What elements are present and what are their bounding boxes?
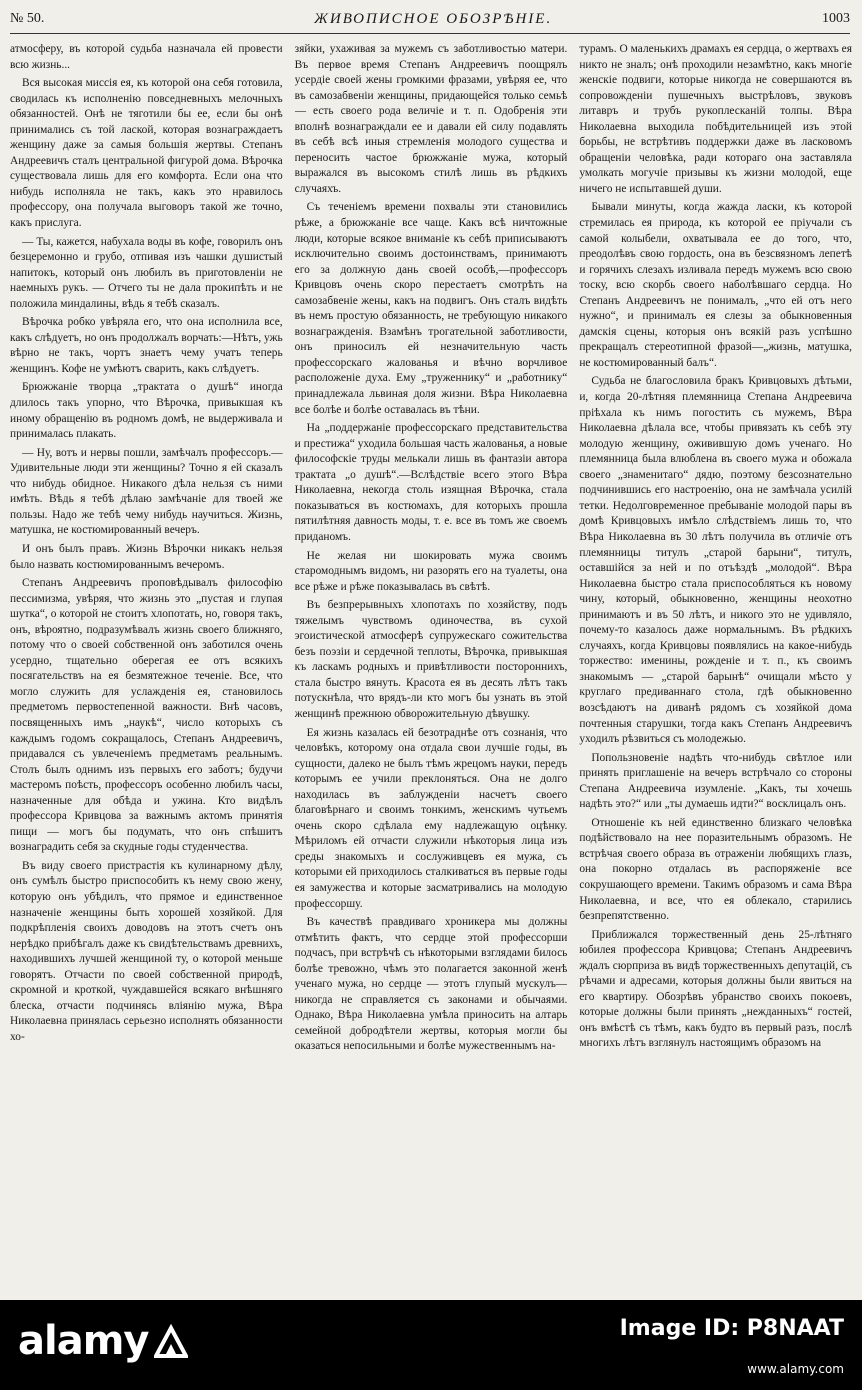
paragraph: Въ качествѣ правдиваго хроникера мы должны отмѣтить фактъ, что сердце этой профессорши подчасъ, при встрѣчѣ съ нѣкоторыми взглядами билось болѣе тревожно, чѣмъ это полагается законной женѣ ученаго мужа, но сердце — этотъ глупый мускулъ—никогда не справляется съ законами и обычаями. Однако, Вѣра Николаевна умѣла приносить на алтарь семейной добродѣтели жертвы, которыя могли бы оказаться непосильными и болѣе мужественнымъ на- xyxy=(294,916,568,1053)
header-rule xyxy=(10,33,850,34)
paragraph: — Ну, вотъ и нервы пошли, замѣчалъ профессоръ.—Удивительные люди эти женщины? Точно я ей сказалъ что нибудь обидное. Никакого дѣла нельзя съ ними имѣть. Вѣдь я тебѣ дѣлаю замѣчаніе для твоей же пользы. Надо же тебѣ чему нибудь научиться. Жизнь, матушка, не костюмированный вечеръ. xyxy=(10,446,283,537)
paragraph: Степанъ Андреевичъ проповѣдывалъ философію пессимизма, увѣряя, что жизнь это „пустая и глупая шутка“, о которой не стоитъ хлопотать, но, говоря такъ, онъ, вѣроятно, подразумѣвалъ жизнь своего ближняго, потому что о своей собственной онъ заботился очень усердно, тщательно оберегая ее отъ всякихъ посягательствъ на ея безмятежное теченіе. Все, что могло служить для услажденія ея, становилось предметомъ первостепенной важности. Внѣ часовъ, посвященныхъ имъ „наукѣ“, число которыхъ съ каждымъ годомъ сокращалось, Степанъ Андреевичъ, придавался съ увлеченіемъ предметамъ реальнымъ. Столъ былъ однимъ изъ первыхъ его заботъ; будучи мастеромъ поѣсть, профессоръ особенно любилъ часы, назначенные для обѣда и ужина. Кто видѣлъ профессора Кривцова за важнымъ актомъ принятія пищи — могъ бы подумать, что онъ спѣшитъ вознаградить себя за скудные годы студенчества. xyxy=(10,577,283,854)
alamy-logo-icon xyxy=(154,1324,188,1358)
paragraph: Приближался торжественный день 25-лѣтняго юбилея профессора Кривцова; Степанъ Андреевичъ ждалъ сюрприза въ видѣ торжественныхъ депутацій, съ рѣчами и адресами, которыя должны были явиться на его квартиру. Обозрѣвъ убранство своихъ покоевъ, которые должны были принять „нежданныхъ“ гостей, онъ вмѣстѣ съ тѣмъ, какъ будто въ первый разъ, послѣ многихъ лѣтъ взглянулъ настоящимъ образомъ на xyxy=(579,928,852,1050)
publication-title: ЖИВОПИСНОЕ ОБОЗРѢНІЕ. xyxy=(314,10,553,27)
paragraph: турамъ. О маленькихъ драмахъ ея сердца, о жертвахъ ея никто не зналъ; онѣ проходили незамѣтно, какъ многіе женскіе подвиги, которые никогда не совершаются въ сопровожденіи пушечныхъ выстрѣловъ, звуковъ литавръ и трубъ рукоплесканій толпы. Вѣра Николаевна выходила побѣдительницей изъ этой борьбы, не встрѣтивъ поддержки даже въ ласковомъ обращеніи человѣка, ради котораго она заставляла умолкать могучіе призывы къ жизни молодой, еще ничего не испытавшей души. xyxy=(579,43,852,195)
running-head xyxy=(10,6,850,32)
logo-wordmark: alamy xyxy=(18,1318,149,1364)
paragraph: Бывали минуты, когда жажда ласки, къ которой стремилась ея природа, къ которой ее пріучали съ самой колыбели, охватывала ее до того, что, преодолѣвъ свою гордость, она въ безсвязномъ лепетѣ и горячихъ слезахъ изливала передъ мужемъ всю свою тоску, всю скорбь своего наболѣвшаго сердца. Но Степанъ Андреевичъ не понималъ, „что ей отъ него нужно“, и принималъ ея слезы за обыкновенныя дамскія сцены, которыя онъ всякій разъ успѣшно прекращалъ стереотипной фразой—„жизнь, матушка, не костюмированный балъ“. xyxy=(579,201,852,369)
paragraph: — Ты, кажется, набухала воды въ кофе, говорилъ онъ безцеремонно и грубо, отпивая изъ чашки душистый напитокъ, который онъ любилъ въ приготовленіи не наемныхъ рукъ. — Отчего ты не дала прокипѣть и не положила миндалины, вѣдь я тебѣ сказалъ. xyxy=(10,235,283,310)
paragraph: Судьба не благословила бракъ Кривцовыхъ дѣтьми, и, когда 20-лѣтняя племянница Степана Андреевича пріѣхала къ нимъ погостить съ мужемъ, Вѣра Николаевна дѣлала все, чтобы привязать къ себѣ эту молодую женщину, оживившую домъ ученаго. Но племянница была влюблена въ своего мужа и обожала своего „знаменитаго“ дядю, поэтому безсознательно подчинившись его настроенію, она не замѣчала усилій тетки. Недолговременное пребываніе молодой пары въ домѣ Кривцовыхъ имѣло слѣдствіемъ лишь то, что Вѣра Николаевна въ 30 лѣтъ получила въ отличіе отъ племянницы титулъ „старой барыни“, титулъ, оставшійся за ней и по отъѣздѣ „молодой“. Вѣра Николаевна быстро стала приспособляться къ новому чину, который, обыкновенно, женщины неохотно принимаютъ и въ 50 лѣтъ, и никого это не удивляло, почему-то казалось даже нормальнымъ. Въ рѣдкихъ случаяхъ, когда Кривцовы появлялись на какое-нибудь торжество: именины, рожденіе и т. п., къ своимъ знакомымъ — „старой барынѣ“ очищали мѣсто у круглаго предиваннаго стола, гдѣ обыкновенно возсѣдаютъ на диванѣ рядомъ съ хозяйкой дома почтенныя старушки, тогда какъ Степанъ Андреевичъ уходилъ рѣзвиться съ молодежью. xyxy=(579,375,852,746)
column-2 xyxy=(295,42,568,1294)
paragraph: зяйки, ухаживая за мужемъ съ заботливостью матери. Въ первое время Степанъ Андреевичъ поощрялъ усердіе своей жены громкими фразами, увѣряя ее, что въ самозабвеніи женщины, придающейся только семьѣ — есть своего рода величіе и т. п. Одобренія эти вполнѣ вознаграждали ее и давали ей силу подавлять въ себѣ всѣ иныя стремленія молодого существа и переносить частое брюжжаніе мужа, который выражался въ высокомъ стилѣ лишь въ рѣдкихъ случаяхъ. xyxy=(294,43,568,195)
paragraph: Вся высокая миссія ея, къ которой она себя готовила, сводилась къ исполненію повседневныхъ мелочныхъ обязанностей. Онѣ не тяготили бы ее, если бы онѣ принимались съ той лаской, которая вознаграждаетъ женщину даже за самыя большія жертвы. Степанъ Андреевичъ сталъ центральной фигурой дома. Вѣрочка существовала лишь для его комфорта. Если она что нибудь исполняла не такъ, какъ это нравилось профессору, она получала выговоръ такой же точно, какъ прислуга. xyxy=(10,77,283,230)
paragraph: Отношеніе къ ней единственно близкаго человѣка подѣйствовало на нее поразительнымъ образомъ. Не встрѣчая своего образа въ отраженіи любящихъ глазъ, она покорно отдалась въ распоряженіе все сокрушающего времени. Такимъ образомъ и сама Вѣра Николаевна, и все, что ея облекало, старились безпрепятственно. xyxy=(579,816,852,923)
issue-number: № 50. xyxy=(10,11,45,26)
paragraph: Съ теченіемъ времени похвалы эти становились рѣже, а брюжжаніе все чаще. Какъ всѣ ничтожные люди, которые всякое вниманіе къ себѣ приписываютъ исключительно своимъ достоинствамъ, принимаютъ его за должную дань своей особѣ,—профессоръ Кривцовъ очень скоро перестаетъ смотрѣть на самозабвеніе жены, какъ на подвигъ. Онъ сталъ видѣть въ немъ простую обязанность, не требующую никакого вознагражденія. Взамѣнъ трогательной заботливости, онъ приносилъ ей незначительную часть профессорскаго жалованья и вѣчно ворчливое расположеніе духа. Ему „труженнику“ и „работнику“ принадлежала львиная доля жизни. Вѣра Николаевна все болѣе и болѣе оставалась въ тѣни. xyxy=(294,201,568,416)
column-3 xyxy=(579,42,852,1294)
paragraph: Попользновеніе надѣть что-нибудь свѣтлое или принять приглашеніе на вечеръ встрѣчало со стороны Степана Андреевича изумленіе. „Какъ, ты хочешь надѣть это?“ или „ты думаешь идти?“ восклицалъ онъ. xyxy=(579,751,852,811)
image-id-label: Image ID: P8NAAT xyxy=(619,1316,844,1341)
paragraph: Въ безпрерывныхъ хлопотахъ по хозяйству, подъ тяжелымъ чувствомъ одиночества, въ сухой эгоистической атмосферѣ супружескаго сожительства безъ поэзіи и сердечной теплоты, Вѣрочка, привыкшая къ ласкамъ родныхъ и привѣтливости постороннихъ, стала быстро вянуть. Красота ея въ десять лѣтъ такъ потускнѣла, что врядъ-ли кто могъ бы узнать въ этой женщинѣ прежнюю обворожительную дѣвушку. xyxy=(294,599,568,720)
alamy-logo xyxy=(18,1318,188,1364)
paragraph: атмосферу, въ которой судьба назначала ей провести всю жизнь... xyxy=(10,43,283,71)
paragraph: Вѣрочка робко увѣряла его, что она исполнила все, какъ слѣдуетъ, но онъ продолжалъ ворчать:—Нѣтъ, ужь вѣрно не такъ, чортъ знаетъ чему учатъ теперь женщинъ. Кофе не умѣютъ сварить, какъ слѣдуетъ. xyxy=(10,316,283,375)
paragraph: Ея жизнь казалась ей безотраднѣе отъ сознанія, что человѣкъ, которому она отдала свои лучшіе годы, въ сущности, далеко не былъ тѣмъ жрецомъ науки, передъ которымъ ее учили преклоняться. Она не долго находилась въ заблужденіи насчетъ своего благовѣрнаго и своимъ тонкимъ, женскимъ чутьемъ очень скоро сдѣлала ему надлежащую оцѣнку. Мѣриломъ ей отчасти служили нѣкоторыя лица изъ среды знакомыхъ и сослуживцевъ ея мужа, съ которыми ей приходилось сталкиваться въ первые годы ея замужества и которые засматривались на молодую профессоршу. xyxy=(294,726,568,910)
paragraph: И онъ былъ правъ. Жизнь Вѣрочки никакъ нельзя было назвать костюмированнымъ вечеромъ. xyxy=(10,542,283,571)
paragraph: Не желая ни шокировать мужа своимъ старомоднымъ видомъ, ни разорять его на туалеты, она все рѣже и рѣже показывалась въ свѣтѣ. xyxy=(294,549,568,593)
site-url: www.alamy.com xyxy=(747,1362,844,1376)
column-1 xyxy=(10,42,283,1294)
page-number: 1003 xyxy=(822,11,850,26)
paragraph: Брюжжаніе творца „трактата о душѣ“ иногда длилось такъ упорно, что Вѣрочка, привыкшая къ иному обращенію въ родномъ домѣ, не выдерживала и принималась плакать. xyxy=(10,381,283,441)
paragraph: Въ виду своего пристрастія къ кулинарному дѣлу, онъ сумѣлъ быстро приспособить къ нему свою жену, которую онъ убѣдилъ, что прямое и единственное назначеніе женщины быть хорошей хозяйкой. Для подкрѣпленія своихъ доводовъ на этотъ счетъ онъ нерѣдко прибѣгалъ даже къ свидѣтельствамъ древнихъ, находившихъ лучшей женщиной ту, о которой меньше говорятъ. Отчасти по своей собственной природѣ, скромной и кроткой, чуждавшейся всякаго внѣшняго блеска, отчасти подчинясь вліянію мужа, Вѣра Николаевна принялась серьезно исполнять обязанности хо- xyxy=(10,859,283,1043)
text-columns xyxy=(10,42,852,1294)
image-id xyxy=(619,1316,844,1341)
paragraph: На „поддержаніе профессорскаго представительства и престижа“ уходила большая часть жалованья, а новые философскіе труды мелькали лишь въ фантазіи автора трактата „о душѣ“.—Вслѣдствіе всего этого Вѣра Николаевна, некогда столь изящная Вѣрочка, стала показываться въ костюмахъ, для которыхъ прошла пятилѣтняя давность моды, т. е. все въ томъ же своемъ приданомъ. xyxy=(294,422,568,543)
